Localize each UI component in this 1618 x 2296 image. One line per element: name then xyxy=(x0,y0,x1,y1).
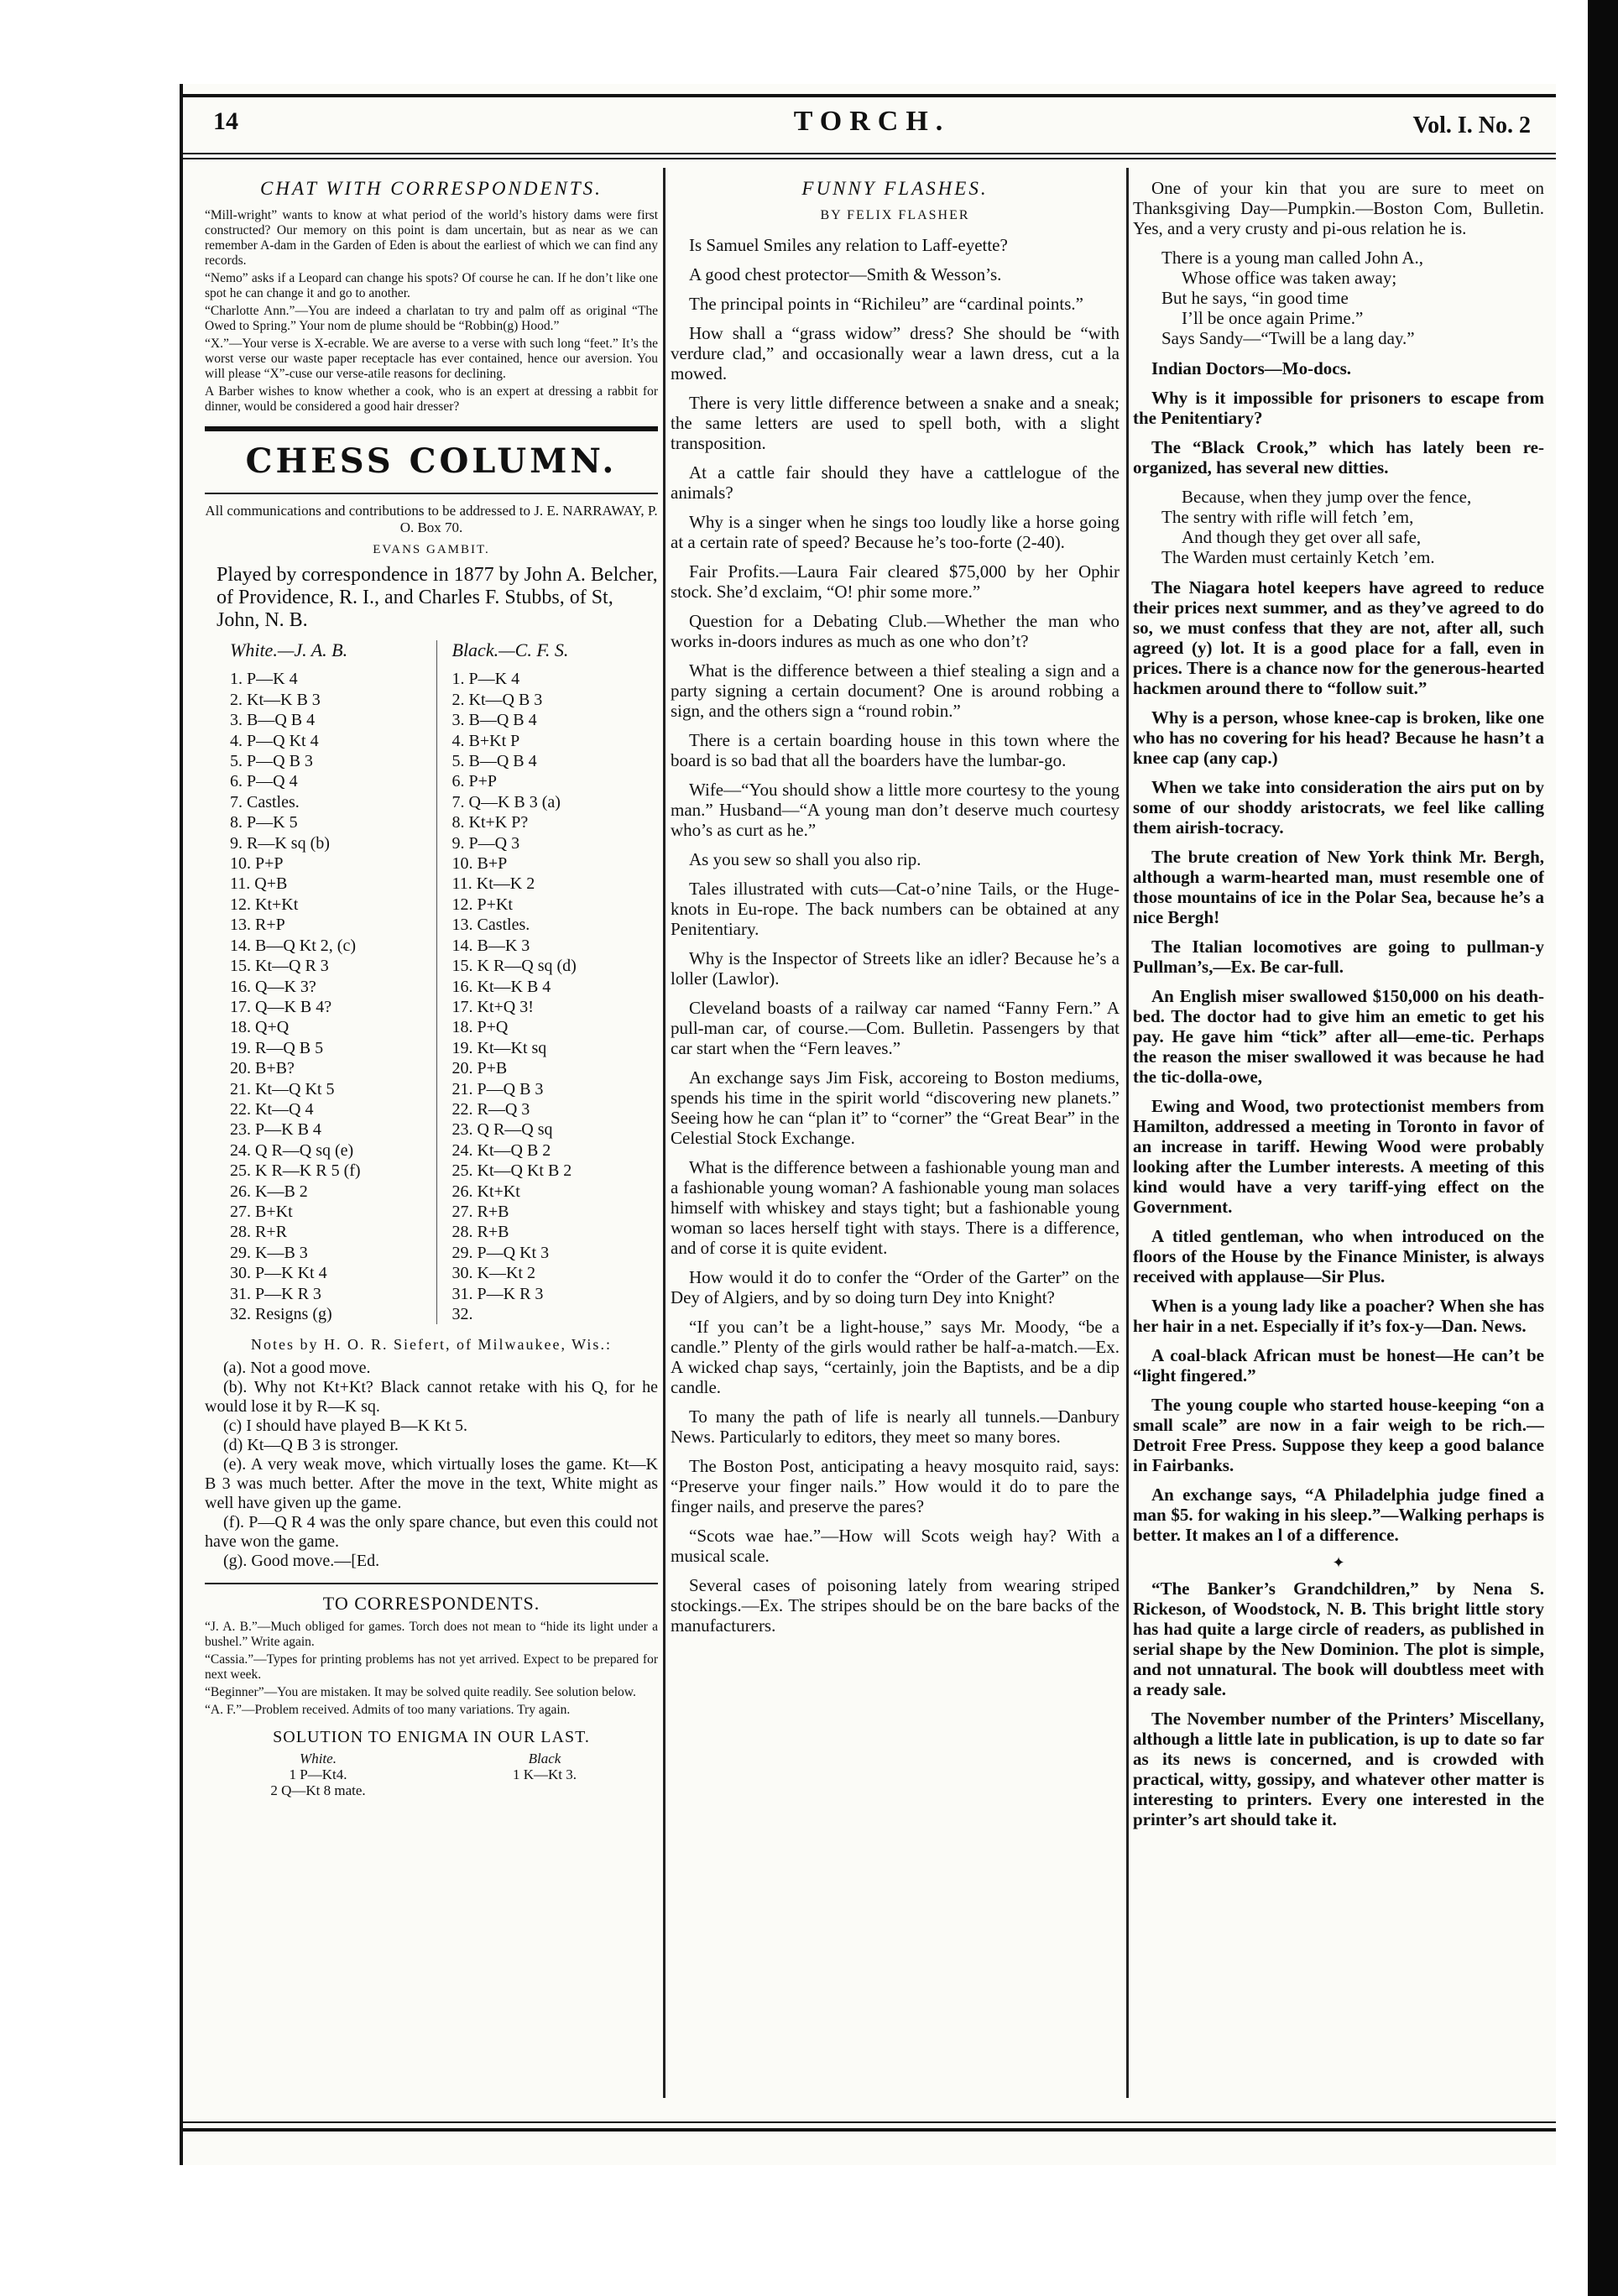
move: 32. xyxy=(451,1305,473,1323)
column-divider-1 xyxy=(663,168,665,2098)
chat-item: “Mill-wright” wants to know at what period of the world’s history dams were first constructed? Our memory on this point is dam uncertain, but as near as we can remember A-dam in the Garden of Eden is about the earliest of which we can find any records. xyxy=(205,208,658,268)
paragraph: “The Banker’s Grandchildren,” by Nena S. Rickeson, of Woodstock, N. B. This bright little story has had quite a large circle of readers, as published in serial shape by the New Dominion. The plot is simple, and not unnatural. The book will doubtless meet with a ready sale. xyxy=(1133,1578,1544,1699)
move: 14. B—K 3 xyxy=(451,936,530,955)
solution-black-label: Black xyxy=(528,1751,561,1767)
solution-white-label: White. xyxy=(300,1751,337,1767)
paragraph: Why is a person, whose knee-cap is broken, like one who has no covering for his head? Because he hasn’t a knee cap (any cap.) xyxy=(1133,707,1544,768)
move: 29. K—B 3 xyxy=(230,1243,308,1262)
ornament-divider: ✦ xyxy=(1332,1554,1345,1571)
paragraph: When we take into consideration the airs put on by some of our shoddy aristocrats, we feel like calling them airish-tocracy. xyxy=(1133,777,1544,838)
paragraph: The Niagara hotel keepers have agreed to reduce their prices next summer, and as they’ve agreed to do so, we must confess that they are not, after all, such agreed (y) lot. It is a good place for a fall, even in prices. There is a chance now for the generous-hearted hackmen around there to “follow suit.” xyxy=(1133,577,1544,698)
move: 22. Kt—Q 4 xyxy=(230,1099,314,1119)
paragraph: The young couple who started house-keeping “on a small scale” are now in a fair weigh to be rich.—Detroit Free Press. Suppose they keep a good balance in Fairbanks. xyxy=(1133,1395,1544,1475)
move: 19. R—Q B 5 xyxy=(230,1038,324,1057)
black-moves xyxy=(436,640,659,1324)
move: 20. B+B? xyxy=(230,1059,295,1078)
move: 26. K—B 2 xyxy=(230,1182,308,1201)
move: 16. Q—K 3? xyxy=(230,977,316,996)
move: 11. Kt—K 2 xyxy=(451,874,535,894)
move: 9. R—K sq (b) xyxy=(230,833,330,853)
move: 27. R+B xyxy=(451,1202,509,1221)
move: 2. Kt—Q B 3 xyxy=(451,690,543,709)
solution-black xyxy=(431,1751,658,1798)
chat-heading: CHAT WITH CORRESPONDENTS. xyxy=(260,178,603,199)
paragraph: “If you can’t be a light-house,” says Mr. Moody, “be a candle.” Plenty of the girls would rather be half-a-match.—Ex. A wicked chap says, “certainly, join the Baptists, and be a dip candle. xyxy=(671,1317,1120,1397)
move: 23. P—K B 4 xyxy=(230,1120,321,1140)
paragraph: Several cases of poisoning lately from wearing striped stockings.—Ex. The stripes should be on the bare backs of the manufacturers. xyxy=(671,1575,1120,1636)
chess-note: (c) I should have played B—K Kt 5. xyxy=(223,1417,468,1436)
move: 5. P—Q B 3 xyxy=(230,752,313,771)
move: 4. P—Q Kt 4 xyxy=(230,731,319,750)
move: 15. K R—Q sq (d) xyxy=(451,957,577,976)
paragraph: An English miser swallowed $150,000 on his death-bed. The doctor had to give him an emetic to get his pay. He gave him “tick” after all—eme-tic. Perhaps the reason the miser swallowed it was because he had the tic-dolla-owe, xyxy=(1133,986,1544,1087)
paragraph: What is the difference between a fashionable young man and a fashionable young woman? A fashionable young man solaces himself with whiskey and stays tight; but a fashionable young woman so laces herself tight with stays. There is a difference, and of corse it is quite evident. xyxy=(671,1157,1120,1258)
move: 13. Castles. xyxy=(451,916,530,935)
move: 25. K R—K R 5 (f) xyxy=(230,1161,361,1181)
poem-john-a xyxy=(1161,248,1544,348)
paragraph: The Boston Post, anticipating a heavy mosquito raid, says: “Preserve your finger nails.” How would it do to pare the finger nails, and preserve the pares? xyxy=(671,1456,1120,1516)
move: 30. P—K Kt 4 xyxy=(230,1264,327,1283)
paragraph: “Scots wae hae.”—How will Scots weigh hay? With a musical scale. xyxy=(671,1526,1120,1566)
funny-flashes-items xyxy=(671,235,1120,1636)
correspondent-reply: “Cassia.”—Types for printing problems has not yet arrived. Expect to be prepared for next week. xyxy=(205,1652,658,1683)
move: 6. P+P xyxy=(451,772,498,791)
poem-line: But he says, “in good time xyxy=(1161,288,1349,308)
paragraph: At a cattle fair should they have a cattlelogue of the animals? xyxy=(671,462,1120,503)
paragraph: The principal points in “Richileu” are “cardinal points.” xyxy=(689,294,1083,314)
move: 32. Resigns (g) xyxy=(230,1305,332,1323)
poem-line: I’ll be once again Prime.” xyxy=(1182,308,1364,328)
paragraph: There is very little difference between a snake and a sneak; the same letters are used to spell both, with a slight transposition. xyxy=(671,393,1120,453)
paragraph: How shall a “grass widow” dress? She should be “with verdure clad,” and occasionally wear a lawn dress, cut a la mowed. xyxy=(671,323,1120,384)
paragraph: Ewing and Wood, two protectionist members from Hamilton, addressed a meeting in Toronto in favor of an increase in tariff. Hewing Wood were probably looking after the Lumber interests. A meeting of this kind would have a very tariff-ying effect on the Government. xyxy=(1133,1096,1544,1217)
move: 18. Q+Q xyxy=(230,1018,290,1037)
move: 17. Q—K B 4? xyxy=(230,997,332,1016)
move: 1. P—K 4 xyxy=(451,670,520,689)
column-middle xyxy=(671,166,1120,2147)
chess-note: (a). Not a good move. xyxy=(223,1359,371,1378)
paragraph: The November number of the Printers’ Miscellany, although a little late in publication, is up to date so far as its news is concerned, and is crowded with practical, witty, gossipy, and whatever other matter is interesting to printers. Every one interested in the printer’s art should take it. xyxy=(1133,1709,1544,1829)
move: 7. Castles. xyxy=(230,792,300,811)
page-number: 14 xyxy=(213,107,238,135)
chess-notes-heading: Notes by H. O. R. Siefert, of Milwaukee, Wis.: xyxy=(251,1336,612,1354)
paragraph: Why is it impossible for prisoners to escape from the Penitentiary? xyxy=(1133,388,1544,428)
poem-line: Because, when they jump over the fence, xyxy=(1182,487,1472,507)
paragraph: As you sew so shall you also rip. xyxy=(689,849,921,869)
paragraph: A good chest protector—Smith & Wesson’s. xyxy=(689,264,1002,284)
move: 28. R+R xyxy=(230,1223,287,1242)
move: 24. Q R—Q sq (e) xyxy=(230,1140,354,1160)
paragraph: A coal-black African must be honest—He can’t be “light fingered.” xyxy=(1133,1345,1544,1385)
poem-black-crook xyxy=(1161,487,1544,567)
move: 19. Kt—Kt sq xyxy=(451,1038,547,1057)
poem-line: Whose office was taken away; xyxy=(1182,268,1397,288)
bottom-rule-thick xyxy=(180,2128,1556,2132)
move: 12. P+Kt xyxy=(451,895,513,914)
chess-game-description: Played by correspondence in 1877 by John A. Belcher, of Providence, R. I., and Charles F. Stubbs, of St, John, N. B. xyxy=(217,564,658,631)
top-rule xyxy=(180,94,1556,97)
move: 21. P—Q B 3 xyxy=(451,1079,544,1098)
chess-move-table xyxy=(205,640,658,1324)
paragraph: To many the path of life is nearly all tunnels.—Danbury News. Particularly to editors, they meet so many bores. xyxy=(671,1406,1120,1447)
masthead-title: TORCH. xyxy=(793,106,951,137)
to-correspondents-heading: TO CORRESPONDENTS. xyxy=(205,1583,658,1615)
column-divider-2 xyxy=(1126,168,1129,2098)
solution-white xyxy=(205,1751,431,1798)
move: 10. B+P xyxy=(451,854,508,874)
solution-heading: SOLUTION TO ENIGMA IN OUR LAST. xyxy=(273,1728,590,1747)
chat-item: “X.”—Your verse is X-ecrable. We are averse to a verse with such long “feet.” It’s the worst verse our waste paper receptacle has ever contained, hence our aversion. You will please “X”-cuse our verse-atile reasons for declining. xyxy=(205,337,658,381)
move: 4. B+Kt P xyxy=(451,731,520,750)
move: 20. P+B xyxy=(451,1059,508,1078)
poem-line: And though they get over all safe, xyxy=(1182,527,1422,547)
white-move-list xyxy=(230,669,436,1324)
bottom-rule xyxy=(180,2121,1556,2123)
chat-list xyxy=(205,208,658,415)
white-player-heading: White.—J. A. B. xyxy=(230,639,348,660)
paragraph: An exchange says, “A Philadelphia judge fined a man $5. for waking in his sleep.”—Walking perhaps is better. It makes an l of a difference. xyxy=(1133,1485,1544,1545)
white-moves xyxy=(205,640,436,1324)
volume-number: Vol. I. No. 2 xyxy=(1412,112,1531,138)
black-move-list xyxy=(452,669,659,1324)
left-page-rule xyxy=(180,84,183,2165)
move: 15. Kt—Q R 3 xyxy=(230,957,329,976)
funny-flashes-byline: BY FELIX FLASHER xyxy=(820,208,970,222)
paragraph-group xyxy=(1133,358,1544,477)
move: 23. Q R—Q sq xyxy=(451,1120,553,1140)
paragraph: When is a young lady like a poacher? When she has her hair in a net. Especially if it’s fox-y—Dan. News. xyxy=(1133,1296,1544,1336)
paragraph: Indian Doctors—Mo-docs. xyxy=(1151,358,1352,378)
move: 24. Kt—Q B 2 xyxy=(451,1140,551,1160)
move: 31. P—K R 3 xyxy=(451,1284,544,1303)
move: 27. B+Kt xyxy=(230,1202,293,1221)
poem-line: The Warden must certainly Ketch ’em. xyxy=(1161,547,1435,567)
paragraph: Is Samuel Smiles any relation to Laff-eyette? xyxy=(689,235,1008,255)
paragraph: Cleveland boasts of a railway car named “Fanny Fern.” A pull-man car, of course.—Com. Bulletin. Passengers by that car start when the “Fern leaves.” xyxy=(671,998,1120,1058)
chess-note: (g). Good move.—[Ed. xyxy=(223,1552,380,1571)
move: 8. Kt+K P? xyxy=(451,813,529,832)
solution-move: 1 K—Kt 3. xyxy=(512,1766,577,1783)
correspondent-reply: “J. A. B.”—Much obliged for games. Torch does not mean to “hide its light under a bushel.” Write again. xyxy=(205,1620,658,1650)
move: 28. R+B xyxy=(451,1223,509,1242)
move: 8. P—K 5 xyxy=(230,813,298,832)
paragraph: The Italian locomotives are going to pullman-y Pullman’s,—Ex. Be car-full. xyxy=(1133,937,1544,977)
solution-move: 1 P—Kt4. xyxy=(289,1766,347,1783)
move: 29. P—Q Kt 3 xyxy=(451,1243,550,1262)
move: 13. R+P xyxy=(230,916,285,935)
correspondent-reply: “Beginner”—You are mistaken. It may be solved quite readily. See solution below. xyxy=(205,1685,636,1700)
chess-column-banner: CHESS COLUMN. xyxy=(205,426,658,494)
paragraph: Tales illustrated with cuts—Cat-o’nine Tails, or the Huge-knots in Eu-rope. The back numbers can be obtained at any Penitentiary. xyxy=(671,879,1120,939)
paragraph: Why is the Inspector of Streets like an idler? Because he’s a loller (Lawlor). xyxy=(671,948,1120,989)
move: 1. P—K 4 xyxy=(230,670,298,689)
chess-notice: All communications and contributions to be addressed to J. E. NARRAWAY, P. O. Box 70. xyxy=(205,503,658,535)
chess-note: (b). Why not Kt+Kt? Black cannot retake with his Q, for he would lose it by R—K sq. xyxy=(205,1378,658,1417)
paragraph: Question for a Debating Club.—Whether the man who works in-doors indures as much as one who don’t? xyxy=(671,611,1120,651)
move: 16. Kt—K B 4 xyxy=(451,977,551,996)
move: 18. P+Q xyxy=(451,1018,509,1037)
column-left xyxy=(205,166,658,2147)
funny-flashes-heading: FUNNY FLASHES. xyxy=(801,178,989,199)
chess-note: (e). A very weak move, which virtually loses the game. Kt—K B 3 was much better. After the move in the text, White might as well have given up the game. xyxy=(205,1455,658,1513)
paragraph: How would it do to confer the “Order of the Garter” on the Dey of Algiers, and by so doing turn Dey into Knight? xyxy=(671,1267,1120,1307)
paragraph: The “Black Crook,” which has lately been re-organized, has several new ditties. xyxy=(1133,437,1544,477)
chess-note: (d) Kt—Q B 3 is stronger. xyxy=(223,1436,399,1455)
move: 31. P—K R 3 xyxy=(230,1284,321,1303)
newspaper-page xyxy=(180,84,1556,2165)
poem-line: The sentry with rifle will fetch ’em, xyxy=(1161,507,1414,527)
move: 12. Kt+Kt xyxy=(230,895,299,914)
move: 21. Kt—Q Kt 5 xyxy=(230,1079,335,1098)
poem-line: There is a young man called John A., xyxy=(1161,248,1424,268)
poem-line: Says Sandy—“Twill be a lang day.” xyxy=(1161,328,1415,348)
black-player-heading: Black.—C. F. S. xyxy=(451,639,569,660)
paragraph-group xyxy=(1133,577,1544,1545)
move: 3. B—Q B 4 xyxy=(451,711,537,730)
scan-dark-edge xyxy=(1588,0,1618,2296)
paragraph-group xyxy=(1133,1578,1544,1829)
move: 5. B—Q B 4 xyxy=(451,752,537,771)
column-right xyxy=(1133,166,1544,2147)
chat-item: A Barber wishes to know whether a cook, who is an expert at dressing a rabbit for dinner, would be considered a good hair dresser? xyxy=(205,384,658,414)
move: 11. Q+B xyxy=(230,874,288,894)
solution-move: 2 Q—Kt 8 mate. xyxy=(270,1782,366,1799)
chat-item: “Charlotte Ann.”—You are indeed a charlatan to try and palm off as original “The Owed to Spring.” Your nom de plume should be “Robbin(g) Hood.” xyxy=(205,304,658,333)
move: 3. B—Q B 4 xyxy=(230,711,316,730)
move: 9. P—Q 3 xyxy=(451,833,520,853)
header-rule xyxy=(180,153,1556,154)
header-rule-2 xyxy=(180,158,1556,159)
to-correspondents-list xyxy=(205,1620,658,1718)
move: 6. P—Q 4 xyxy=(230,772,298,791)
chess-note: (f). P—Q R 4 was the only spare chance, but even this could not have won the game. xyxy=(205,1513,658,1552)
paragraph: Why is a singer when he sings too loudly like a horse going at a certain rate of speed? Because he’s too-forte (2-40). xyxy=(671,512,1120,552)
move: 2. Kt—K B 3 xyxy=(230,690,321,709)
paragraph: Wife—“You should show a little more courtesy to the young man.” Husband—“A young man don’t deserve much courtesy who’s as curt as he.” xyxy=(671,780,1120,840)
chat-item: “Nemo” asks if a Leopard can change his spots? Of course he can. If he don’t like one spot he can change it and go to another. xyxy=(205,271,658,300)
paragraph: An exchange says Jim Fisk, accoreing to Boston mediums, spends his time in the spirit world “discovering new planets.” Seeing how he can “plan it” to “corner” the “Great Bear” in the Celestial Stock Exchange. xyxy=(671,1067,1120,1148)
paragraph: What is the difference between a thief stealing a sign and a party signing a certain document? One is around robbing a sign, and the others sign a “round robin.” xyxy=(671,660,1120,721)
move: 26. Kt+Kt xyxy=(451,1182,520,1201)
move: 14. B—Q Kt 2, (c) xyxy=(230,936,356,955)
move: 10. P+P xyxy=(230,854,284,874)
paragraph: The brute creation of New York think Mr. Bergh, although a warm-hearted man, must resemble one of those mountains of ice in the Polar Sea, because he’s a nice Bergh! xyxy=(1133,847,1544,927)
correspondent-reply: “A. F.”—Problem received. Admits of too many variations. Try again. xyxy=(205,1703,571,1718)
move: 22. R—Q 3 xyxy=(451,1099,530,1119)
move: 7. Q—K B 3 (a) xyxy=(451,792,561,811)
solution-moves xyxy=(205,1751,658,1798)
move: 30. K—Kt 2 xyxy=(451,1264,535,1283)
paragraph: One of your kin that you are sure to meet on Thanksgiving Day—Pumpkin.—Boston Com, Bulletin. Yes, and a very crusty and pi-ous relation he is. xyxy=(1133,178,1544,238)
move: 17. Kt+Q 3! xyxy=(451,997,534,1016)
paragraph: Fair Profits.—Laura Fair cleared $75,000 by her Ophir stock. She’d exclaim, “O! phir some more.” xyxy=(671,561,1120,602)
chess-opening: EVANS GAMBIT. xyxy=(373,543,490,556)
page-header xyxy=(213,107,1531,149)
move: 25. Kt—Q Kt B 2 xyxy=(451,1161,572,1181)
paragraph: There is a certain boarding house in this town where the board is so bad that all the boarders have the lumbar-go. xyxy=(671,730,1120,770)
paragraph: A titled gentleman, who when introduced on the floors of the House by the Finance Minister, is always received with applause—Sir Plus. xyxy=(1133,1226,1544,1286)
chess-notes xyxy=(205,1359,658,1571)
